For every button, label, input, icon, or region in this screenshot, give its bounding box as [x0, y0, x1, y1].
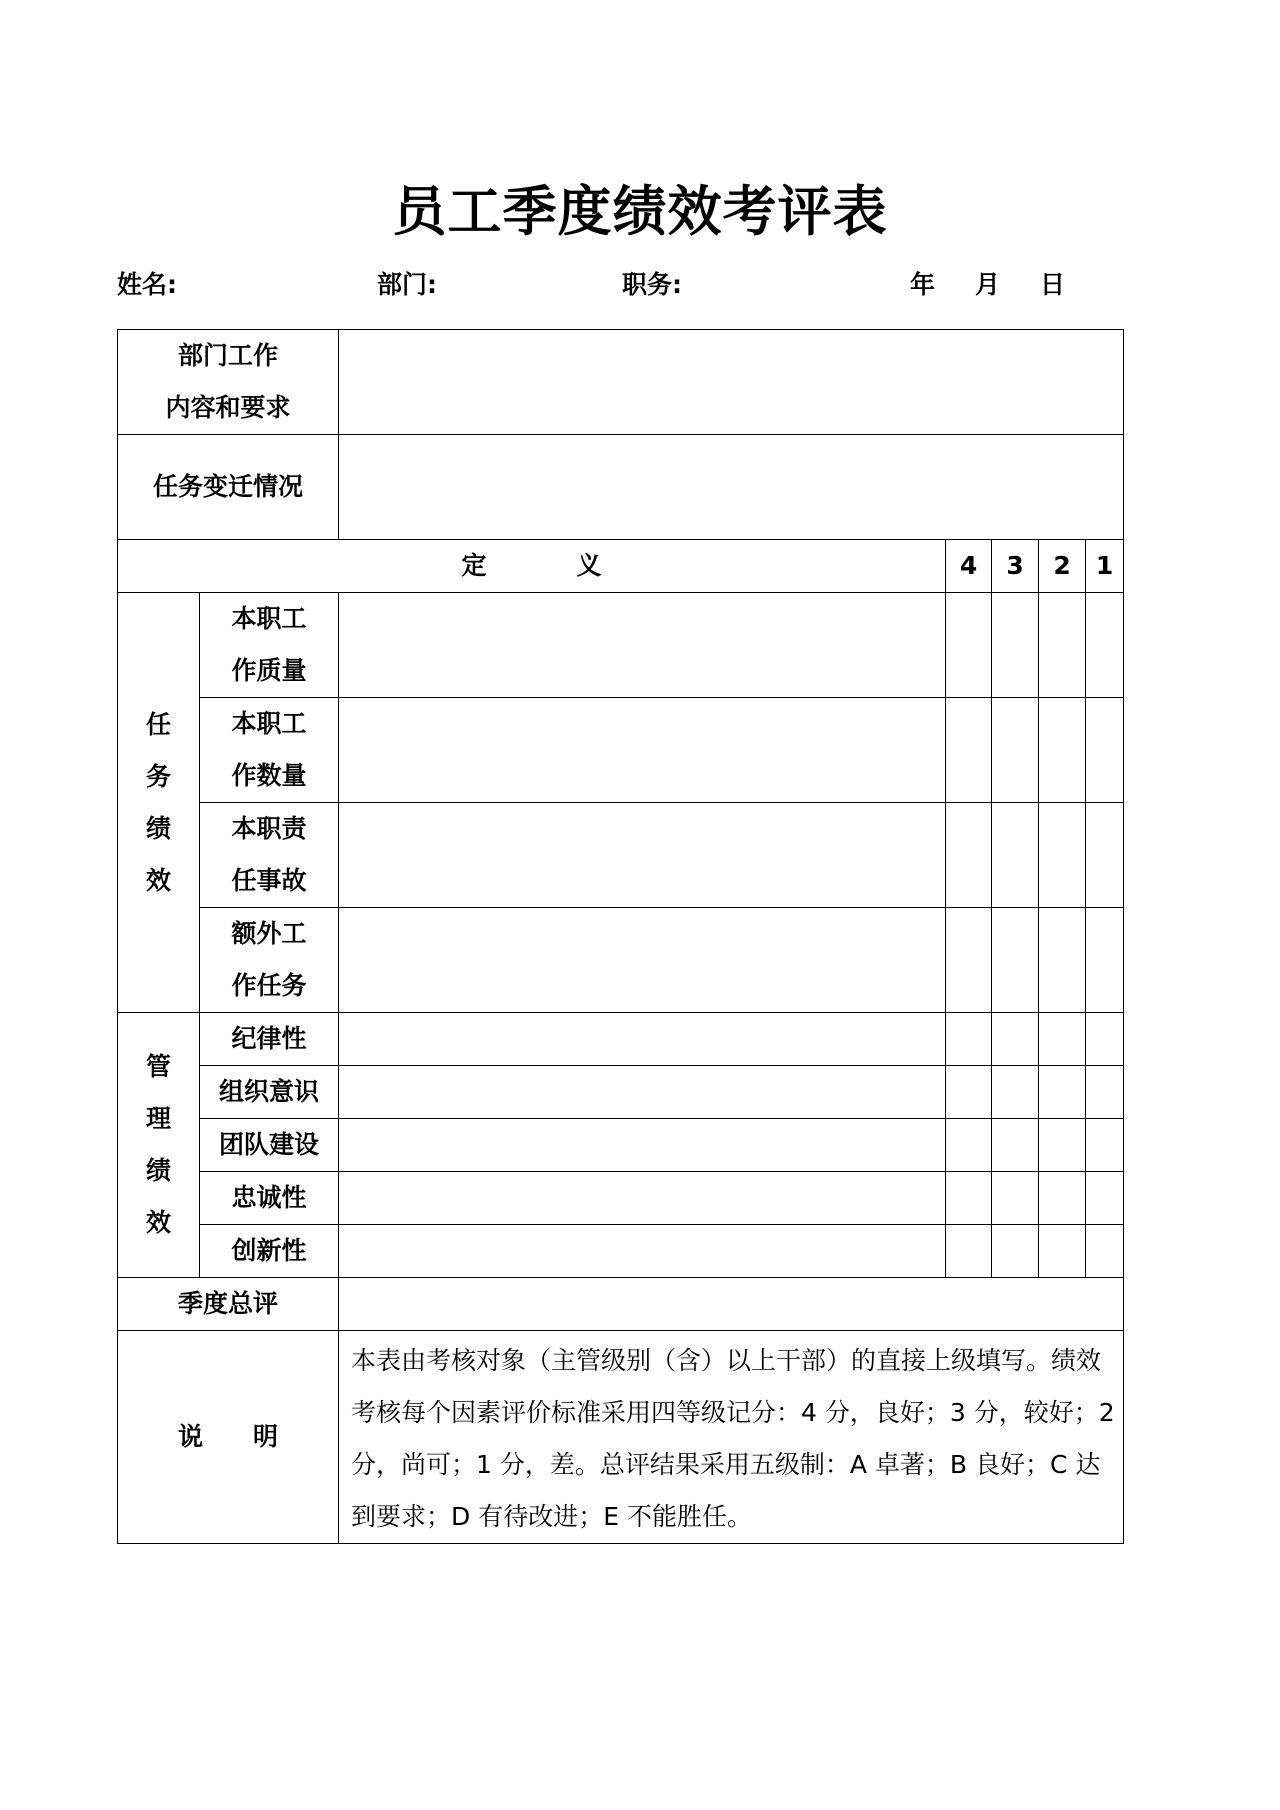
notes-label-char-1: 说 [177, 1422, 203, 1451]
score-cell-1[interactable] [1086, 1225, 1124, 1278]
year-label: 年 [910, 270, 936, 299]
department-label: 部门: [377, 270, 437, 299]
dept-work-label-line2: 内容和要求 [165, 393, 291, 422]
summary-row [118, 1278, 1124, 1331]
score-cell-3[interactable] [992, 803, 1039, 908]
score-cell-3[interactable] [992, 698, 1039, 803]
score-cell-1[interactable] [1086, 1066, 1124, 1119]
score-cell-4[interactable] [946, 1013, 992, 1066]
task-item-line: 任事故 [231, 866, 307, 895]
score-cell-3[interactable] [992, 1172, 1039, 1225]
task-item-label [200, 803, 339, 908]
score-cell-4[interactable] [946, 1172, 992, 1225]
score-cell-2[interactable] [1039, 908, 1086, 1013]
mgmt-group-char: 绩 [145, 1156, 171, 1185]
notes-label [118, 1331, 339, 1544]
mgmt-item-row [118, 1225, 1124, 1278]
task-item-line: 本职工 [231, 709, 307, 738]
task-group-char: 绩 [145, 813, 171, 843]
task-item-row [118, 908, 1124, 1013]
task-performance-group-label [118, 593, 200, 1013]
name-label: 姓名: [117, 270, 177, 299]
task-item-line: 本职责 [231, 814, 307, 843]
score-cell-3[interactable] [992, 1225, 1039, 1278]
notes-text: 本表由考核对象（主管级别（含）以上干部）的直接上级填写。绩效考核每个因素评价标准采用四等级记分：4 分，良好；3 分，较好；2 分，尚可；1 分，差。总评结果采用五级制：A 卓著；B 良好；C 达到要求；D 有待改进；E 不能胜任。 [339, 1331, 1124, 1544]
definition-char-1: 定 [461, 551, 487, 580]
score-cell-1[interactable] [1086, 1119, 1124, 1172]
task-item-definition[interactable] [339, 803, 946, 908]
mgmt-item-label: 忠诚性 [200, 1172, 339, 1225]
task-item-line: 本职工 [231, 604, 307, 633]
score-cell-4[interactable] [946, 908, 992, 1013]
task-item-row [118, 593, 1124, 698]
score-header-3: 3 [992, 540, 1039, 593]
page-title: 员工季度绩效考评表 [392, 180, 888, 243]
task-change-field[interactable] [339, 435, 1124, 540]
task-item-definition[interactable] [339, 908, 946, 1013]
task-item-definition[interactable] [339, 698, 946, 803]
mgmt-item-definition[interactable] [339, 1225, 946, 1278]
mgmt-item-definition[interactable] [339, 1172, 946, 1225]
score-cell-2[interactable] [1039, 593, 1086, 698]
score-cell-2[interactable] [1039, 1119, 1086, 1172]
score-cell-3[interactable] [992, 593, 1039, 698]
notes-label-char-2: 明 [253, 1422, 279, 1451]
task-group-char: 效 [145, 865, 171, 895]
task-item-definition[interactable] [339, 593, 946, 698]
score-cell-4[interactable] [946, 803, 992, 908]
dept-work-label-line1: 部门工作 [178, 341, 279, 370]
score-header-1: 1 [1086, 540, 1124, 593]
score-cell-3[interactable] [992, 1066, 1039, 1119]
mgmt-item-row [118, 1066, 1124, 1119]
score-cell-4[interactable] [946, 1225, 992, 1278]
task-item-label [200, 908, 339, 1013]
mgmt-item-row [118, 1119, 1124, 1172]
mgmt-group-char: 理 [145, 1104, 171, 1133]
task-change-row [118, 435, 1124, 540]
score-cell-4[interactable] [946, 698, 992, 803]
notes-row [118, 1331, 1124, 1544]
task-item-line: 作质量 [231, 656, 307, 685]
mgmt-item-definition[interactable] [339, 1066, 946, 1119]
score-cell-1[interactable] [1086, 908, 1124, 1013]
score-cell-2[interactable] [1039, 803, 1086, 908]
mgmt-group-char: 管 [145, 1052, 171, 1081]
task-item-row [118, 698, 1124, 803]
mgmt-item-label: 组织意识 [200, 1066, 339, 1119]
mgmt-group-char: 效 [145, 1208, 171, 1237]
score-cell-1[interactable] [1086, 698, 1124, 803]
score-cell-1[interactable] [1086, 593, 1124, 698]
day-label: 日 [1040, 270, 1066, 299]
score-cell-2[interactable] [1039, 1172, 1086, 1225]
dept-work-row [118, 330, 1124, 435]
task-group-char: 任 [145, 709, 171, 739]
summary-field[interactable] [339, 1278, 1124, 1331]
dept-work-field[interactable] [339, 330, 1124, 435]
mgmt-item-label: 纪律性 [200, 1013, 339, 1066]
mgmt-item-label: 创新性 [200, 1225, 339, 1278]
mgmt-item-definition[interactable] [339, 1119, 946, 1172]
summary-label: 季度总评 [118, 1278, 339, 1331]
score-cell-2[interactable] [1039, 1013, 1086, 1066]
dept-work-label [118, 330, 339, 435]
task-change-label: 任务变迁情况 [118, 435, 339, 540]
mgmt-item-definition[interactable] [339, 1013, 946, 1066]
score-header-4: 4 [946, 540, 992, 593]
definition-char-2: 义 [576, 551, 602, 580]
score-cell-2[interactable] [1039, 698, 1086, 803]
score-cell-1[interactable] [1086, 803, 1124, 908]
score-cell-3[interactable] [992, 1013, 1039, 1066]
evaluation-table [117, 329, 1124, 1544]
month-label: 月 [975, 270, 1001, 299]
score-cell-2[interactable] [1039, 1066, 1086, 1119]
definition-header-row [118, 540, 1124, 593]
score-cell-1[interactable] [1086, 1172, 1124, 1225]
mgmt-item-row [118, 1172, 1124, 1225]
score-cell-2[interactable] [1039, 1225, 1086, 1278]
task-item-line: 额外工 [231, 919, 307, 948]
task-item-line: 作任务 [231, 971, 307, 1000]
score-cell-4[interactable] [946, 593, 992, 698]
position-label: 职务: [622, 270, 682, 299]
score-cell-3[interactable] [992, 1119, 1039, 1172]
score-cell-1[interactable] [1086, 1013, 1124, 1066]
mgmt-item-row [118, 1013, 1124, 1066]
score-header-2: 2 [1039, 540, 1086, 593]
score-cell-4[interactable] [946, 1119, 992, 1172]
definition-header [118, 540, 946, 593]
management-performance-group-label [118, 1013, 200, 1278]
task-item-label [200, 698, 339, 803]
score-cell-3[interactable] [992, 908, 1039, 1013]
task-item-row [118, 803, 1124, 908]
task-item-line: 作数量 [231, 761, 307, 790]
score-cell-4[interactable] [946, 1066, 992, 1119]
mgmt-item-label: 团队建设 [200, 1119, 339, 1172]
task-group-char: 务 [145, 761, 171, 791]
task-item-label [200, 593, 339, 698]
